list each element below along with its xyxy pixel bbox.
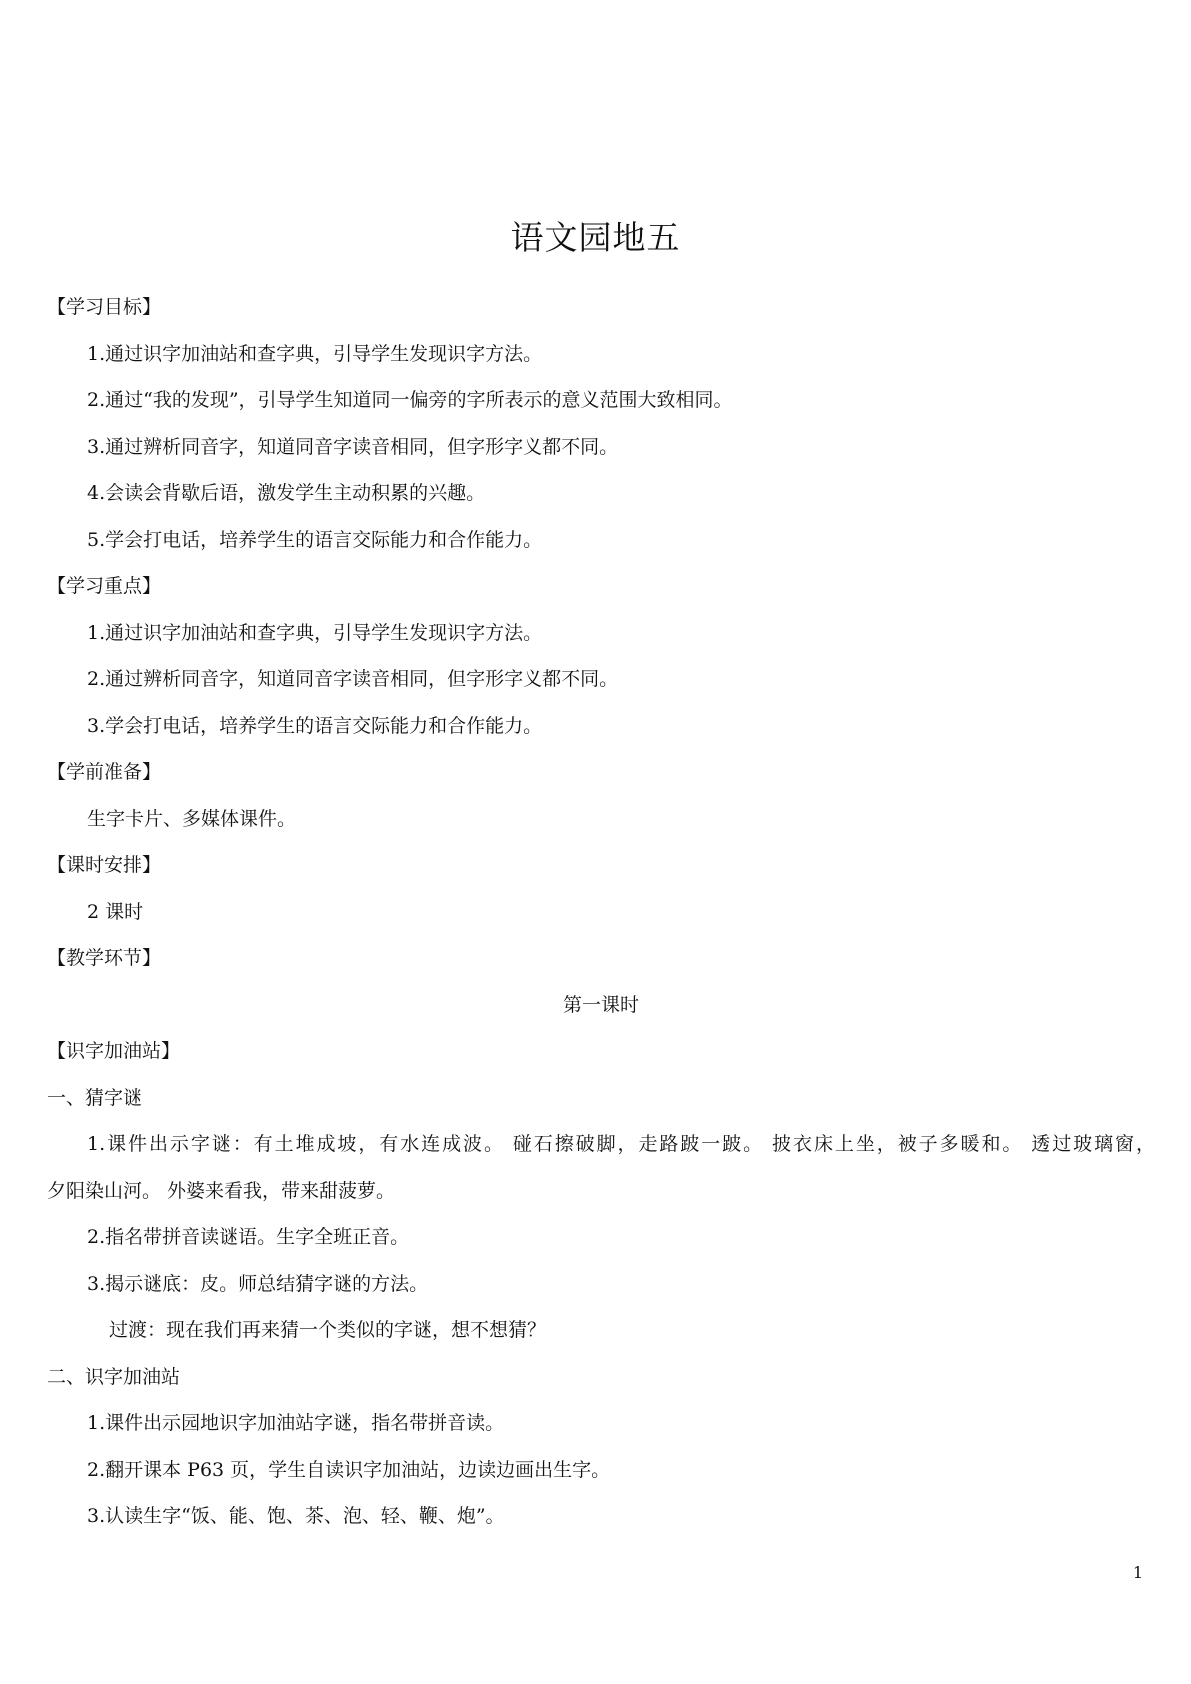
body-line: 5.学会打电话，培养学生的语言交际能力和合作能力。 [87,528,543,551]
body-line: 2.通过辨析同音字，知道同音字读音相同，但字形字义都不同。 [87,668,619,690]
transition-line: 过渡：现在我们再来猜一个类似的字谜，想不想猜？ [109,1319,547,1341]
body-line: 2.翻开课本 P63 页，学生自读识字加油站，边读边画出生字。 [87,1458,611,1481]
subsection-heading: 二、识字加油站 [47,1365,181,1388]
body-line: 1.通过识字加油站和查字典，引导学生发现识字方法。 [87,621,543,644]
document-title: 语文园地五 [510,218,681,257]
document-body [47,284,1155,1540]
body-line: 3.认读生字“饭、能、饱、茶、泡、轻、鞭、炮”。 [87,1505,505,1527]
section-heading-literacy-station: 【识字加油站】 [47,1040,181,1062]
body-line: 2 课时 [87,900,144,923]
body-line: 1.课件出示园地识字加油站字谜，指名带拼音读。 [87,1412,505,1434]
body-line: 1.通过识字加油站和查字典，引导学生发现识字方法。 [87,342,543,365]
body-line: 2.通过“我的发现”，引导学生知道同一偏旁的字所表示的意义范围大致相同。 [87,389,733,411]
section-heading-learning-goals: 【学习目标】 [47,296,162,318]
body-line-wrapped: 1.课件出示字谜：有土堆成坡，有水连成波。 碰石擦破脚，走路跛一跛。 披衣床上坐，被子多暖和。 透过玻璃窗， [87,1133,1155,1155]
section-heading-learning-focus: 【学习重点】 [47,575,162,597]
lesson-subtitle: 第一课时 [562,993,639,1016]
section-heading-preparation: 【学前准备】 [47,761,162,783]
page-number: 1 [1132,1563,1143,1582]
body-line: 2.指名带拼音读谜语。生字全班正音。 [87,1226,410,1248]
body-line: 3.揭示谜底：皮。师总结猜字谜的方法。 [87,1272,429,1295]
subsection-heading: 一、猜字谜 [47,1086,143,1109]
body-line: 生字卡片、多媒体课件。 [87,807,297,830]
body-line: 4.会读会背歇后语，激发学生主动积累的兴趣。 [87,482,486,504]
section-heading-schedule: 【课时安排】 [47,854,162,876]
body-line-continuation: 夕阳染山河。 外婆来看我，带来甜菠萝。 [47,1179,396,1202]
body-line: 3.通过辨析同音字，知道同音字读音相同，但字形字义都不同。 [87,435,619,458]
body-line: 3.学会打电话，培养学生的语言交际能力和合作能力。 [87,714,543,737]
section-heading-teaching-steps: 【教学环节】 [47,947,162,969]
